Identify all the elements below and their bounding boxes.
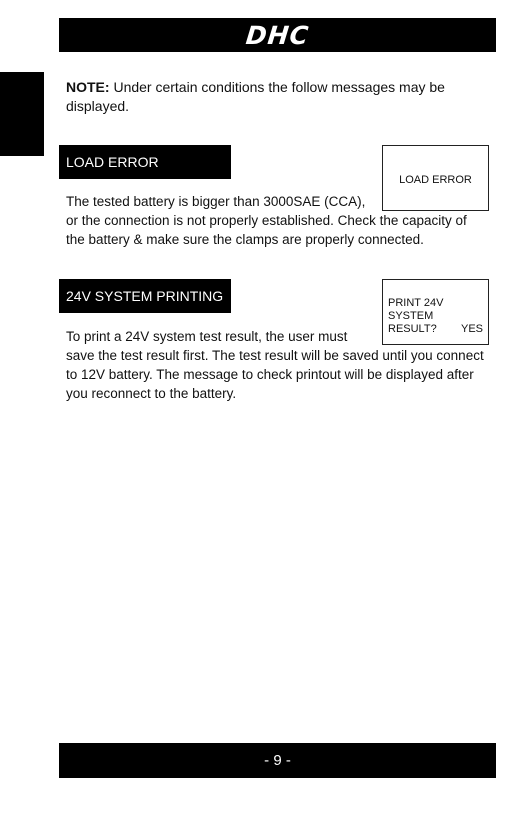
section-heading-24v-printing: 24V SYSTEM PRINTING bbox=[59, 279, 231, 313]
note-text: Under certain conditions the follow messages may be displayed. bbox=[66, 79, 445, 114]
footer-bar bbox=[59, 743, 496, 778]
body-line: To print a 24V system test result, the user must bbox=[66, 329, 348, 344]
lcd-line-1: LOAD ERROR bbox=[399, 174, 472, 186]
lcd-line-1: PRINT 24V SYSTEM bbox=[388, 297, 444, 322]
section-body-load-error bbox=[66, 192, 496, 249]
page-number: - 9 - bbox=[264, 752, 291, 769]
section-heading-load-error: LOAD ERROR bbox=[59, 145, 231, 179]
body-line: you reconnect to the battery. bbox=[66, 386, 237, 401]
section-body-24v-printing bbox=[66, 327, 496, 403]
side-tab-marker bbox=[0, 72, 44, 156]
lcd-line-2-left: RESULT? bbox=[388, 323, 437, 335]
brand-logo: DHC bbox=[244, 20, 311, 50]
body-line: the battery & make sure the clamps are properly connected. bbox=[66, 232, 424, 247]
note-paragraph bbox=[66, 78, 476, 116]
body-line: The tested battery is bigger than 3000SAE (CCA), bbox=[66, 194, 366, 209]
body-line: or the connection is not properly established. Check the capacity of bbox=[66, 213, 467, 228]
body-line: to 12V battery. The message to check printout will be displayed after bbox=[66, 367, 474, 382]
note-label: NOTE: bbox=[66, 79, 110, 95]
lcd-line-2-right: YES bbox=[460, 323, 483, 335]
body-line: save the test result first. The test result will be saved until you connect bbox=[66, 348, 484, 363]
header-bar bbox=[59, 18, 496, 52]
